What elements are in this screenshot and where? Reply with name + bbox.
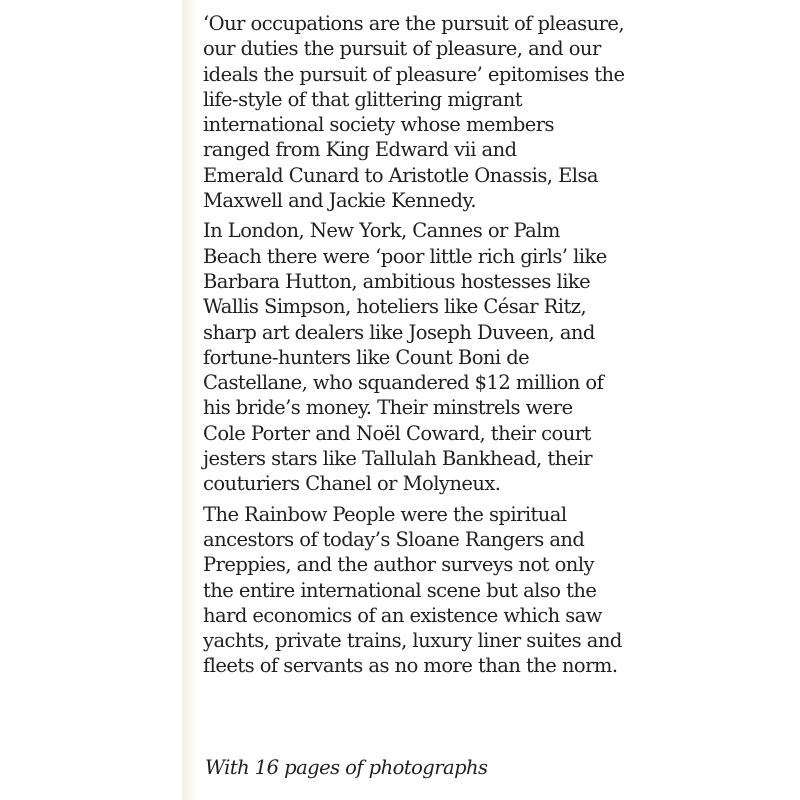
text-line: sharp art dealers like Joseph Duveen, and: [203, 320, 595, 344]
text-line: Barbara Hutton, ambitious hostesses like: [203, 269, 591, 293]
blurb-text: [203, 11, 773, 679]
text-line: Maxwell and Jackie Kennedy.: [203, 189, 477, 213]
text-line: couturiers Chanel or Molyneux.: [203, 472, 501, 496]
text-line: Beach there were ‘poor little rich girls’ like: [203, 244, 607, 268]
paragraph-rainbow-people: [203, 502, 773, 679]
text-line: The Rainbow People were the spiritual: [203, 502, 567, 526]
text-line: his bride’s money. Their minstrels were: [203, 396, 573, 420]
paper-edge: [182, 0, 196, 800]
text-line: ‘Our occupations are the pursuit of pleasure,: [203, 12, 625, 35]
text-line: yachts, private trains, luxury liner suites and: [203, 629, 622, 653]
text-line: ranged from King Edward vii and: [203, 138, 517, 162]
text-line: jesters stars like Tallulah Bankhead, their: [203, 447, 593, 471]
text-line: ancestors of today’s Sloane Rangers and: [203, 527, 585, 551]
text-line: ideals the pursuit of pleasure’ epitomises the: [203, 62, 625, 86]
text-line: Preppies, and the author surveys not only: [203, 553, 594, 577]
text-line: Cole Porter and Noël Coward, their court: [203, 421, 591, 445]
text-line: Wallis Simpson, hoteliers like César Ritz,: [203, 295, 587, 319]
text-line: our duties the pursuit of pleasure, and our: [203, 37, 601, 61]
photographs-caption: With 16 pages of photographs: [205, 756, 488, 779]
text-line: fortune-hunters like Count Boni de: [203, 345, 530, 369]
text-line: international society whose members: [203, 113, 554, 137]
text-line: hard economics of an existence which saw: [203, 603, 602, 627]
text-line: fleets of servants as no more than the norm.: [203, 654, 618, 678]
text-line: Emerald Cunard to Aristotle Onassis, Elsa: [203, 163, 598, 187]
text-line: Castellane, who squandered $12 million of: [203, 371, 604, 395]
text-line: In London, New York, Cannes or Palm: [203, 219, 560, 243]
paragraph-society: [203, 218, 773, 496]
text-line: the entire international scene but also the: [203, 578, 597, 602]
paragraph-quote: [203, 11, 773, 213]
text-line: life-style of that glittering migrant: [203, 87, 523, 111]
